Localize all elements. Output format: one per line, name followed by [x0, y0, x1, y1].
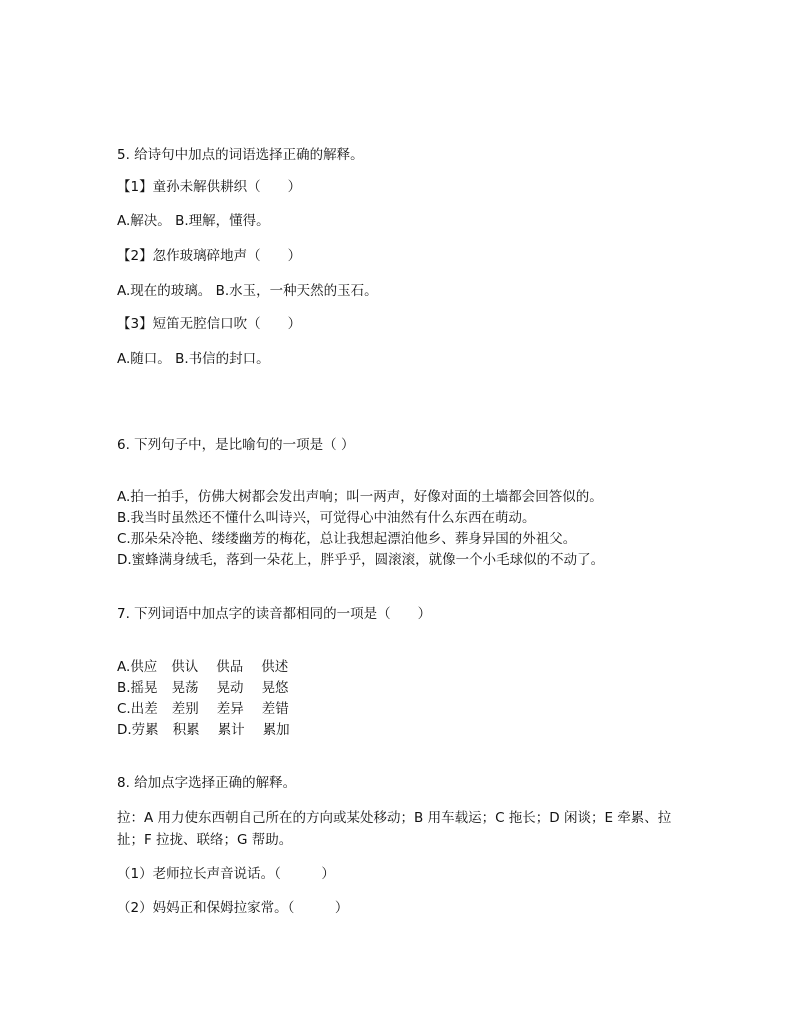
- question-6-option-d: D.蜜蜂满身绒毛，落到一朵花上，胖乎乎，圆滚滚，就像一个小毛球似的不动了。: [117, 552, 605, 568]
- question-7-word: 积累: [172, 722, 200, 738]
- question-6-option-a: A.拍一拍手，仿佛大树都会发出声响；叫一两声，好像对面的土墙都会回答似的。: [117, 489, 603, 505]
- question-8-item-2: （2）妈妈正和保姆拉家常。（ ）: [117, 900, 349, 916]
- question-6-option-b: B.我当时虽然还不懂什么叫诗兴，可觉得心中油然有什么东西在萌动。: [117, 510, 536, 526]
- question-5-item-3: 【3】短笛无腔信口吹（ ）: [117, 316, 302, 332]
- question-7-word: B.摇晃: [117, 680, 158, 696]
- question-7-word: 晃悠: [261, 680, 289, 696]
- question-6-option-c: C.那朵朵冷艳、缕缕幽芳的梅花，总让我想起漂泊他乡、葬身异国的外祖父。: [117, 531, 577, 547]
- question-5-item-2: 【2】忽作玻璃碎地声（ ）: [117, 248, 302, 264]
- question-5-item-2-options: A.现在的玻璃。 B.水玉，一种天然的玉石。: [117, 283, 378, 299]
- question-8-title: 8. 给加点字选择正确的解释。: [117, 775, 297, 791]
- question-7-word: 晃荡: [171, 680, 199, 696]
- question-7-row-d: [117, 721, 308, 739]
- question-7-word: 累计: [217, 722, 245, 738]
- question-5-item-3-options: A.随口。 B.书信的封口。: [117, 351, 270, 367]
- question-6-title: 6. 下列句子中，是比喻句的一项是（ ）: [117, 437, 355, 453]
- question-8-item-1: （1）老师拉长声音说话。（ ）: [117, 866, 335, 882]
- question-5-item-1: 【1】童孙未解供耕织（ ）: [117, 179, 302, 195]
- question-5-item-1-options: A.解决。 B.理解，懂得。: [117, 213, 270, 229]
- question-7-word: C.出差: [117, 701, 158, 717]
- question-7-row-a: [117, 658, 306, 676]
- question-7-word: D.劳累: [117, 722, 159, 738]
- question-7-row-c: [117, 700, 307, 718]
- question-7-title: 7. 下列词语中加点字的读音都相同的一项是（ ）: [117, 606, 432, 622]
- question-7-word: 供述: [261, 659, 289, 675]
- question-7-word: 供品: [216, 659, 244, 675]
- question-7-word: 差异: [216, 701, 244, 717]
- question-7-word: 差错: [261, 701, 289, 717]
- question-5-title: 5. 给诗句中加点的词语选择正确的解释。: [117, 147, 364, 163]
- question-7-row-b: [117, 679, 307, 697]
- question-8-definition: 拉：A 用力使东西朝自己所在的方向或某处移动；B 用车载运；C 拖长；D 闲谈；E 牵累、拉扯；F 拉拢、联络；G 帮助。: [117, 810, 672, 848]
- question-7-word: 晃动: [216, 680, 244, 696]
- question-7-word: A.供应: [117, 659, 158, 675]
- question-7-word: 供认: [171, 659, 199, 675]
- question-7-word: 累加: [262, 722, 290, 738]
- question-7-word: 差别: [171, 701, 199, 717]
